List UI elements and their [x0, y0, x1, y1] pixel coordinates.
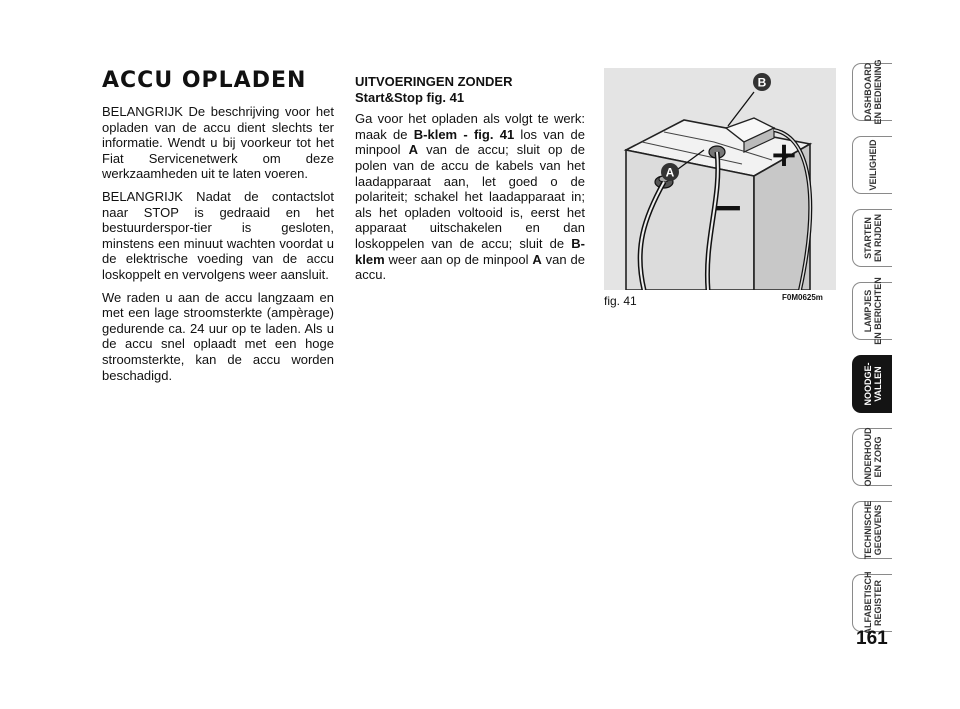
text-run: weer aan op de minpool	[384, 251, 533, 267]
chapter-tab[interactable]	[852, 277, 892, 345]
figure-code: F0M0625m	[782, 293, 823, 302]
chapter-tab[interactable]	[852, 355, 892, 413]
battery-drawing	[604, 68, 836, 290]
text-run: van de accu.	[355, 251, 585, 283]
chapter-tab-label: VEILIGHEID	[867, 139, 878, 191]
left-column	[102, 104, 334, 390]
text-run: los van de minpool	[355, 126, 585, 158]
chapter-tab[interactable]	[852, 501, 892, 559]
chapter-tab-label: STARTEN EN RIJDEN	[862, 213, 883, 263]
chapter-tab-label: TECHNISCHE GEGEVENS	[862, 500, 883, 560]
text-run: Ga voor het opladen als volgt te werk: maak de	[355, 111, 585, 142]
page-number: 161	[856, 628, 888, 649]
section-heading-line1: UITVOERINGEN ZONDER	[355, 74, 513, 89]
label-reference: A	[408, 142, 418, 158]
clamp-reference: B-klem	[355, 235, 585, 267]
text-run: van de accu; sluit op de polen van de accu de kabels van het laadapparaat aan, let goed o de polariteit; schakel het laadapparaat in; als het opladen voltooid is, eerst het apparaat uitschakelen en dan loskoppelen van de accu; sluit de	[355, 142, 585, 251]
plus-sign: +	[769, 135, 799, 175]
chapter-tab-label: LAMPJES EN BERICHTEN	[862, 277, 883, 345]
page-title: ACCU OPLADEN	[102, 68, 307, 93]
paragraph-important-info: BELANGRIJK De beschrijving voor het opladen van de accu dient slechts ter informatie. Wendt u bij voorkeur tot het Fiat Servicenetwerk om deze werkzaamheden uit te laten voeren.	[102, 104, 334, 182]
label-b: B	[757, 75, 767, 90]
chapter-tab[interactable]	[852, 59, 892, 125]
paragraph-procedure	[355, 111, 585, 283]
chapter-tab-label: ALFABETISCH REGISTER	[862, 571, 883, 635]
label-reference: A	[532, 251, 542, 267]
paragraph-important-wait: BELANGRIJK Nadat de contactslot naar STOP is gedraaid en het bestuurderspor-tier is gesloten, minstens een minuut wachten voordat u de elektrische voeding van de accu loskoppelt en vervolgens weer aansluit.	[102, 188, 334, 282]
chapter-tab-label: ONDERHOUD EN ZORG	[862, 427, 883, 487]
chapter-tab[interactable]	[852, 428, 892, 486]
figure-caption: fig. 41	[604, 294, 637, 308]
middle-column	[355, 74, 585, 290]
chapter-tab-label: DASHBOARD EN BEDIENING	[862, 59, 883, 125]
section-heading-line2: Start&Stop fig. 41	[355, 89, 465, 105]
chapter-tab[interactable]	[852, 571, 892, 635]
label-a: A	[665, 165, 675, 180]
paragraph-charging-advice: We raden u aan de accu langzaam en met een lage stroomsterkte (ampèrage) gedurende ca. 24 uur op te laden. Als u de accu snel oplaadt met een hoge stroomsterkte, kan de accu worden beschadigd.	[102, 289, 334, 383]
figure-reference: B-klem - fig. 41	[413, 126, 515, 142]
chapter-tab[interactable]	[852, 209, 892, 267]
chapter-tab-label: NOODGE- VALLEN	[862, 362, 883, 406]
section-heading	[355, 74, 585, 105]
chapter-tab[interactable]	[852, 136, 892, 194]
battery-illustration	[604, 68, 836, 290]
minus-sign: −	[712, 185, 744, 229]
